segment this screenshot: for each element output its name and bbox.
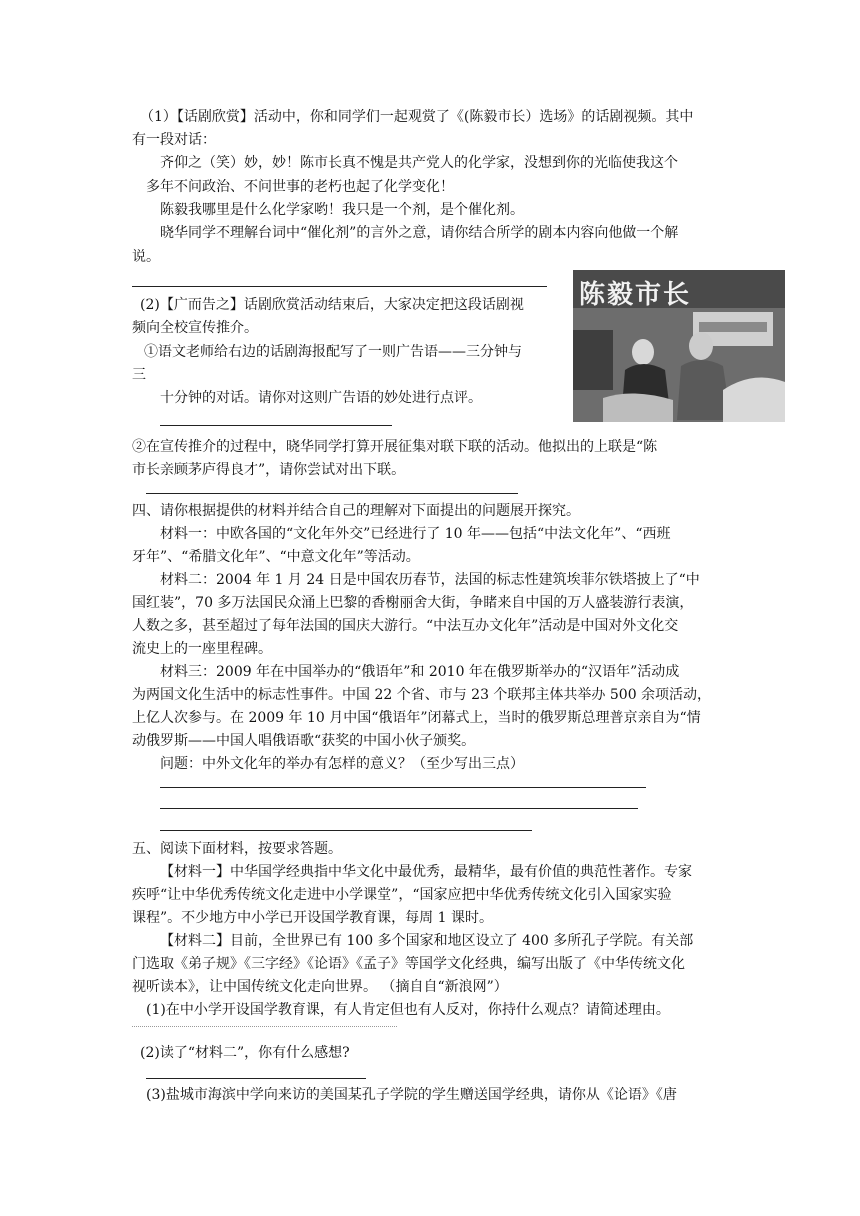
q2a-line-2: 三 — [132, 367, 146, 383]
q2b-line-2: 市长亲顾茅庐得良才”，请你尝试对出下联。 — [132, 462, 406, 478]
material-1-line-1: 材料一：中欧各国的“文化年外交”已经进行了 10 年——包括“中法文化年”、“西班 — [160, 526, 671, 542]
answer-line[interactable] — [146, 1078, 366, 1079]
dialogue-line-2: 多年不问政治、不问世事的老朽也起了化学变化！ — [146, 179, 454, 195]
q2-line-2: 频向全校宣传推介。 — [132, 320, 258, 336]
material-b-line-1: 【材料二】目前，全世界已有 100 多个国家和地区设立了 400 多所孔子学院。有关部 — [160, 933, 694, 949]
material-2-line-1: 材料二：2004 年 1 月 24 日是中国农历春节，法国的标志性建筑埃菲尔铁塔披上了“中 — [160, 572, 700, 588]
section-5-heading: 五、阅读下面材料，按要求答题。 — [132, 841, 342, 857]
answer-line[interactable] — [160, 787, 646, 788]
q1-line-2: 有一段对话： — [132, 132, 216, 148]
answer-line[interactable] — [132, 286, 547, 287]
answer-line[interactable] — [146, 493, 518, 494]
section-4-heading: 四、请你根据提供的材料并结合自己的理解对下面提出的问题展开探究。 — [132, 503, 580, 519]
dialogue-line-1: 齐仰之（笑）妙，妙！陈市长真不愧是共产党人的化学家，没想到你的光临使我这个 — [160, 155, 678, 171]
material-a-line-1: 【材料一】中华国学经典指中华文化中最优秀，最精华，最有价值的典范性著作。专家 — [160, 864, 692, 880]
material-2-line-3: 人数之多，甚至超过了每年法国的国庆大游行。“中法互办文化年”活动是中国对外文化交 — [132, 618, 679, 634]
answer-line[interactable] — [160, 830, 532, 831]
q2a-line-1: ①语文老师给右边的话剧海报配写了一则广告语——三分钟与 — [144, 344, 522, 360]
material-2-line-4: 流史上的一座里程碑。 — [132, 641, 272, 657]
section-5-question-1: (1)在中小学开设国学教育课，有人肯定但也有人反对，你持什么观点？请简述理由。 — [146, 1002, 670, 1018]
answer-line[interactable] — [132, 1026, 397, 1027]
material-1-line-2: 牙年”、“希腊文化年”、“中意文化年”等活动。 — [132, 549, 420, 565]
dialogue-line-3: 陈毅我哪里是什么化学家哟！我只是一个剂，是个催化剂。 — [160, 202, 524, 218]
answer-line[interactable] — [160, 425, 392, 426]
question-line-2: 说。 — [132, 249, 160, 265]
poster-title: 陈毅市长 — [579, 280, 692, 310]
answer-line[interactable] — [160, 808, 638, 809]
material-b-line-2: 门选取《弟子规》《三字经》《论语》《孟子》等国学文化经典，编写出版了《中华传统文化 — [132, 956, 685, 972]
q2-line-1: (2)【广而告之】话剧欣赏活动结束后，大家决定把这段话剧视 — [140, 297, 524, 313]
section-5-question-2: (2)读了“材料二”，你有什么感想? — [140, 1045, 350, 1061]
q1-line-1: （1）【话剧欣赏】活动中，你和同学们一起观赏了《(陈毅市长）选场》的话剧视频。其中 — [140, 109, 694, 125]
section-4-question: 问题：中外文化年的举办有怎样的意义？（至少写出三点） — [160, 756, 524, 772]
material-3-line-2: 为两国文化生活中的标志性事件。中国 22 个省、市与 23 个联邦主体共举办 500 余项活动， — [132, 687, 712, 703]
material-3-line-1: 材料三：2009 年在中国举办的“俄语年”和 2010 年在俄罗斯举办的“汉语年”活动成 — [160, 664, 680, 680]
material-2-line-2: 国红装”，70 多万法国民众涌上巴黎的香榭丽舍大街，争睹来自中国的万人盛装游行表演， — [132, 595, 694, 611]
material-b-line-3: 视听读本》，让中国传统文化走向世界。 （摘自自“新浪网”） — [132, 979, 508, 995]
material-3-line-4: 动俄罗斯——中国人唱俄语歌“获奖的中国小伙子颁奖。 — [132, 733, 476, 749]
q2a-line-3: 十分钟的对话。请你对这则广告语的妙处进行点评。 — [160, 390, 482, 406]
section-5-question-3: (3)盐城市海滨中学向来访的美国某孔子学院的学生赠送国学经典，请你从《论语》《唐 — [146, 1087, 677, 1103]
material-a-line-2: 疾呼“让中华优秀传统文化走进中小学课堂”，“国家应把中华优秀传统文化引入国家实验 — [132, 887, 672, 903]
material-3-line-3: 上亿人次参与。在 2009 年 10 月中国“俄语年”闭幕式上，当时的俄罗斯总理普京亲自为“情 — [132, 710, 701, 726]
drama-poster — [573, 270, 785, 422]
material-a-line-3: 课程”。不少地方中小学已开设国学教育课，每周 1 课时。 — [132, 910, 493, 926]
question-line-1: 晓华同学不理解台词中“催化剂”的言外之意，请你结合所学的剧本内容向他做一个解 — [160, 225, 679, 241]
q2b-line-1: ②在宣传推介的过程中，晓华同学打算开展征集对联下联的活动。他拟出的上联是“陈 — [132, 439, 658, 455]
